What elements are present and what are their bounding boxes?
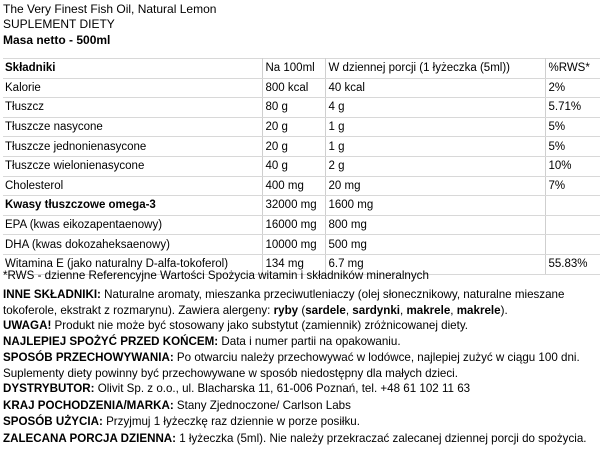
row-rws	[545, 215, 600, 235]
row-per100: 400 mg	[262, 176, 325, 196]
row-name: Witamina E (jako naturalny D-alfa-tokoferol)	[3, 254, 262, 274]
row-per-serving: 1600 mg	[325, 196, 545, 216]
dose-text: 1 łyżeczka (5ml). Nie należy przekraczać zalecanej dziennej porcji do spożycia.	[176, 432, 587, 445]
row-per-serving: 40 kcal	[325, 78, 545, 98]
col-header-ingredients: Składniki	[3, 59, 262, 79]
distributor-section	[3, 381, 603, 397]
table-row	[3, 78, 600, 98]
storage-section	[3, 350, 603, 381]
row-rws: 10%	[545, 156, 600, 176]
row-per-serving: 2 g	[325, 156, 545, 176]
row-per-serving: 1 g	[325, 117, 545, 137]
best-before-section	[3, 334, 603, 350]
row-per-serving: 20 mg	[325, 176, 545, 196]
row-rws: 5.71%	[545, 98, 600, 118]
row-per100: 10000 mg	[262, 235, 325, 255]
row-name: Tłuszcze nasycone	[3, 117, 262, 137]
table-row	[3, 215, 600, 235]
row-per-serving: 1 g	[325, 137, 545, 157]
allergen-punct: ,	[345, 303, 353, 317]
best-before-label: NAJLEPIEJ SPOŻYĆ PRZED KOŃCEM:	[3, 335, 219, 348]
table-row	[3, 117, 600, 137]
allergen-ryby: ryby	[273, 303, 299, 317]
warning-section	[3, 318, 603, 334]
distributor-label: DYSTRYBUTOR:	[3, 382, 95, 395]
row-per100: 80 g	[262, 98, 325, 118]
row-per100: 32000 mg	[262, 196, 325, 216]
usage-text: Przyjmuj 1 łyżeczkę raz dziennie w porze posiłku.	[102, 415, 360, 428]
allergen-sardynki: sardynki	[352, 303, 400, 317]
row-rws: 5%	[545, 137, 600, 157]
allergen-punct: (	[298, 303, 306, 317]
row-name: Kwasy tłuszczowe omega-3	[3, 196, 262, 216]
nutrition-table	[3, 58, 600, 275]
distributor-text: Olivit Sp. z o.o., ul. Blacharska 11, 61-006 Poznań, tel. +48 61 102 11 63	[94, 382, 471, 395]
table-row	[3, 196, 600, 216]
warning-text: Produkt nie może być stosowany jako substytut (zamiennik) zróżnicowanej diety.	[51, 319, 469, 332]
row-per100: 134 mg	[262, 254, 325, 274]
header-category: SUPLEMENT DIETY	[3, 17, 115, 31]
warning-label: UWAGA!	[3, 319, 52, 332]
allergen-makrele-2: makrele	[456, 303, 501, 317]
row-rws	[545, 196, 600, 216]
row-name: Tłuszcz	[3, 98, 262, 118]
origin-label: KRAJ POCHODZENIA/MARKA:	[3, 399, 174, 412]
allergen-punct: ).	[500, 303, 508, 317]
allergen-makrele: makrele	[406, 303, 451, 317]
row-per100: 40 g	[262, 156, 325, 176]
ingredients-section	[3, 287, 603, 318]
row-rws: 7%	[545, 176, 600, 196]
row-rws: 5%	[545, 117, 600, 137]
ingredients-text: Naturalne aromaty, mieszanka przeciwutleniaczy (olej słonecznikowy, naturalne mieszane tokoferole, ekstrakt z rozmarynu). Zawiera alergeny:	[3, 288, 565, 317]
header-product-name: The Very Finest Fish Oil, Natural Lemon	[3, 2, 217, 16]
allergen-punct: ,	[400, 303, 407, 317]
row-name: DHA (kwas dokozaheksaenowy)	[3, 235, 262, 255]
allergen-sardele: sardele	[305, 303, 346, 317]
dose-label: ZALECANA PORCJA DZIENNA:	[3, 432, 177, 445]
table-row	[3, 137, 600, 157]
row-per-serving: 6.7 mg	[325, 254, 545, 274]
row-per100: 20 g	[262, 117, 325, 137]
row-per100: 20 g	[262, 137, 325, 157]
row-rws	[545, 235, 600, 255]
row-per-serving: 800 mg	[325, 215, 545, 235]
row-per-serving: 500 mg	[325, 235, 545, 255]
row-name: Cholesterol	[3, 176, 262, 196]
rws-footnote: *RWS - dzienne Referencyjne Wartości Spożycia witamin i składników mineralnych	[3, 269, 429, 282]
row-name: Tłuszcze jednonienasycone	[3, 137, 262, 157]
origin-section	[3, 398, 603, 414]
table-row	[3, 156, 600, 176]
row-per100: 800 kcal	[262, 78, 325, 98]
col-header-per-serving: W dziennej porcji (1 łyżeczka (5ml))	[325, 59, 545, 79]
col-header-rws: %RWS*	[545, 59, 600, 79]
table-row	[3, 235, 600, 255]
storage-label: SPOSÓB PRZECHOWYWANIA:	[3, 351, 174, 364]
header-net-mass: Masa netto - 500ml	[3, 33, 111, 47]
row-name: Kalorie	[3, 78, 262, 98]
table-row	[3, 98, 600, 118]
col-header-per100: Na 100ml	[262, 59, 325, 79]
storage-text: Po otwarciu należy przechowywać w lodówce, najlepiej zużyć w ciągu 100 dni. Suplementy diety powinny być przechowywane w sposób niedostępny dla małych dzieci.	[3, 351, 580, 380]
row-name: Tłuszcze wielonienasycone	[3, 156, 262, 176]
usage-label: SPOSÓB UŻYCIA:	[3, 415, 103, 428]
row-rws: 55.83%	[545, 254, 600, 274]
origin-text: Stany Zjednoczone/ Carlson Labs	[173, 399, 351, 412]
usage-section	[3, 414, 603, 430]
nutrition-header-row	[3, 59, 600, 79]
dose-section	[3, 431, 603, 447]
row-name: EPA (kwas eikozapentaenowy)	[3, 215, 262, 235]
row-rws: 2%	[545, 78, 600, 98]
allergen-punct: ,	[450, 303, 457, 317]
row-per-serving: 4 g	[325, 98, 545, 118]
table-row	[3, 176, 600, 196]
ingredients-label: INNE SKŁADNIKI:	[3, 288, 101, 301]
row-per100: 16000 mg	[262, 215, 325, 235]
best-before-text: Data i numer partii na opakowaniu.	[218, 335, 401, 348]
